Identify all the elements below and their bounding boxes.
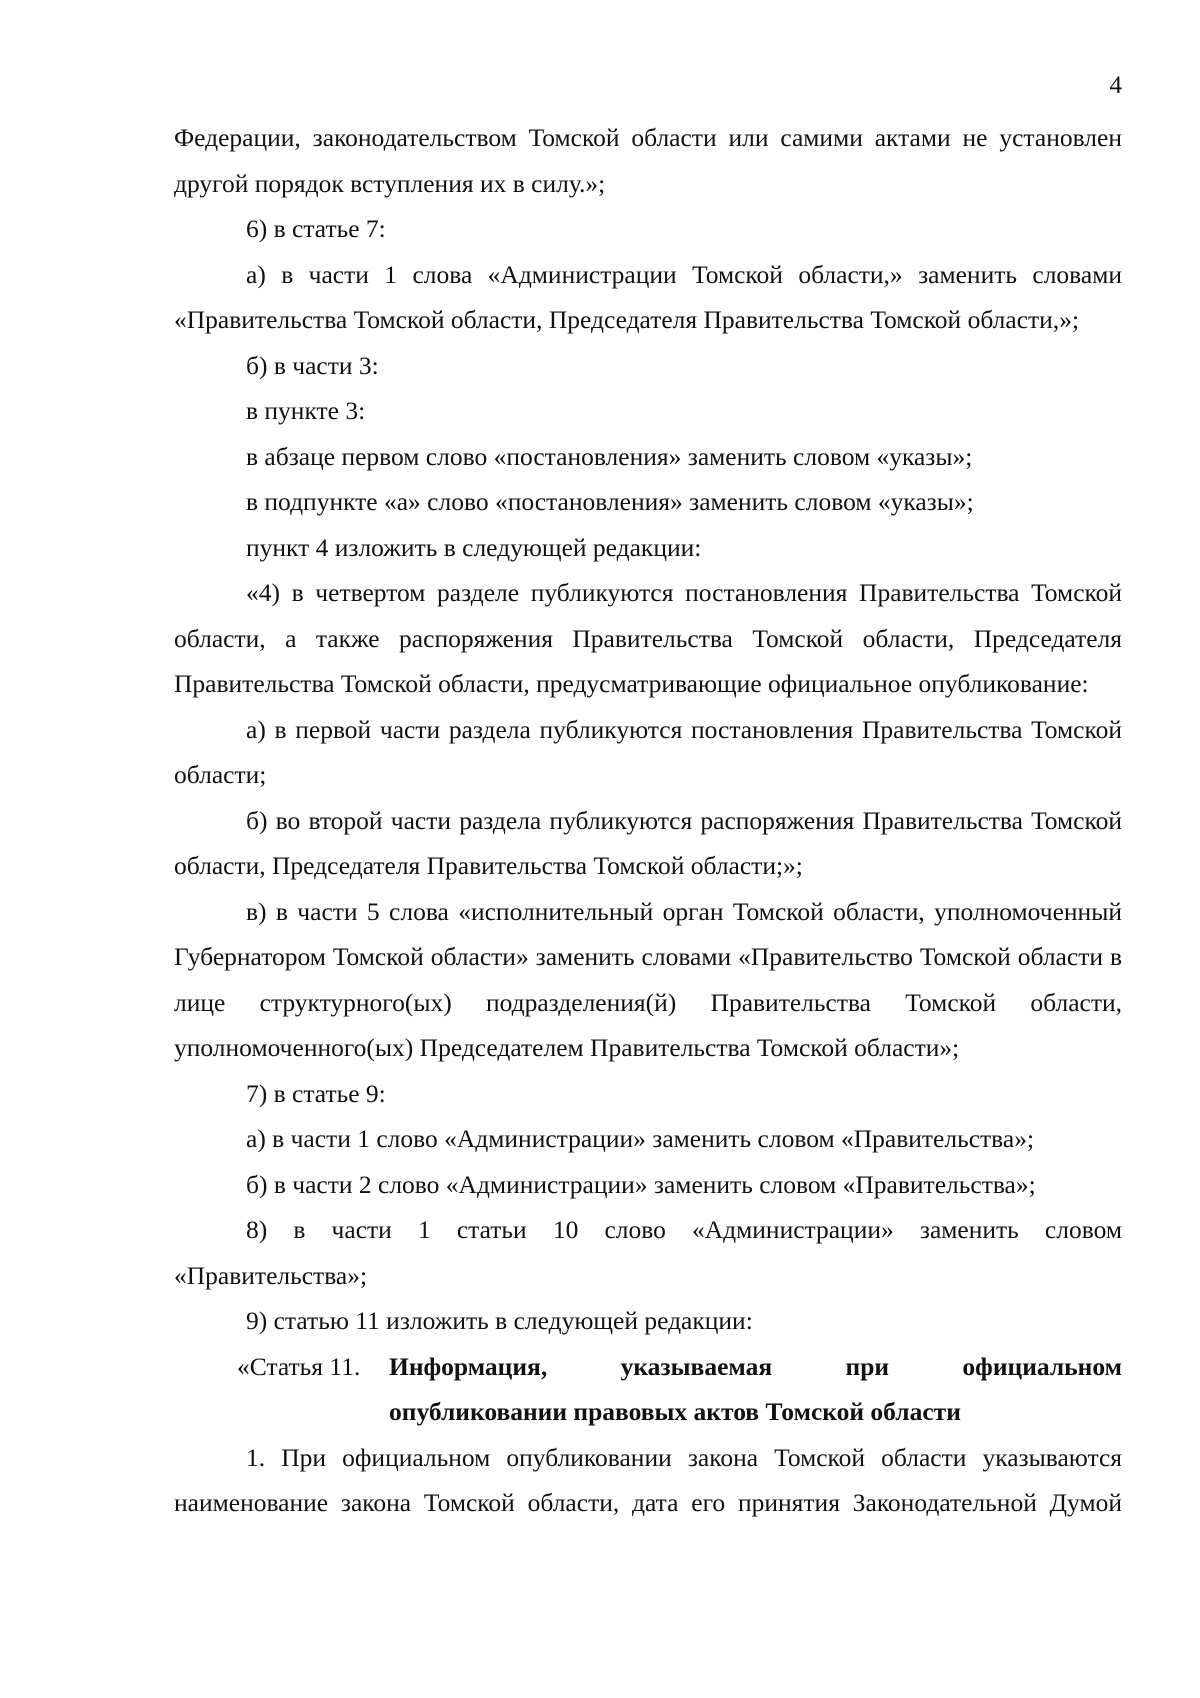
paragraph: 1. При официальном опубликовании закона Томской области указываются наименование закона Томской области, дата его принятия Законодательной Думой <box>174 1442 1122 1517</box>
paragraph: б) в части 2 слово «Администрации» заменить словом «Правительства»; <box>246 1169 1036 1199</box>
article-title-line: опубликовании правовых актов Томской области <box>389 1397 961 1426</box>
paragraph: 7) в статье 9: <box>246 1078 386 1108</box>
paragraph: 9) статью 11 изложить в следующей редакции: <box>246 1306 753 1335</box>
article-title-line: Информация, указываемая при официальном <box>389 1351 1122 1381</box>
paragraph: в) в части 5 слова «исполнительный орган Томской области, уполномоченный Губернатором Томской области» заменить словами «Правительство Томской области в лице структурного(ых) подразделения(й) Правительства Томской области, уполномоченного(ых) Председателем Правительства Томской области»; <box>174 896 1122 1062</box>
paragraph: в пункте 3: <box>246 396 366 425</box>
paragraph: пункт 4 изложить в следующей редакции: <box>246 532 702 562</box>
article-label: «Статья 11. <box>237 1351 361 1381</box>
page-number: 4 <box>1109 72 1122 99</box>
article-heading <box>237 1344 1122 1435</box>
article-title <box>389 1344 1122 1435</box>
paragraph: 8) в части 1 статьи 10 слово «Администрации» заменить словом «Правительства»; <box>174 1215 1122 1290</box>
paragraph: «4) в четвертом разделе публикуются постановления Правительства Томской области, а также распоряжения Правительства Томской области, Председателя Правительства Томской области, предусматривающие официальное опубликование: <box>174 578 1122 698</box>
paragraph: 6) в статье 7: <box>246 214 386 243</box>
paragraph: Федерации, законодательством Томской области или самими актами не установлен другой порядок вступления их в силу.»; <box>174 123 1122 198</box>
paragraph: а) в первой части раздела публикуются постановления Правительства Томской области; <box>174 714 1122 789</box>
paragraph: а) в части 1 слово «Администрации» заменить словом «Правительства»; <box>246 1124 1035 1153</box>
paragraph: в абзаце первом слово «постановления» заменить словом «указы»; <box>246 441 973 471</box>
paragraph: б) в части 3: <box>246 350 379 380</box>
paragraph: а) в части 1 слова «Администрации Томской области,» заменить словами «Правительства Томской области, Председателя Правительства Томской области,»; <box>174 259 1122 334</box>
paragraph: б) во второй части раздела публикуются распоряжения Правительства Томской области, Председателя Правительства Томской области;»; <box>174 805 1122 880</box>
document-body <box>174 115 1122 1526</box>
paragraph: в подпункте «а» слово «постановления» заменить словом «указы»; <box>246 487 974 516</box>
